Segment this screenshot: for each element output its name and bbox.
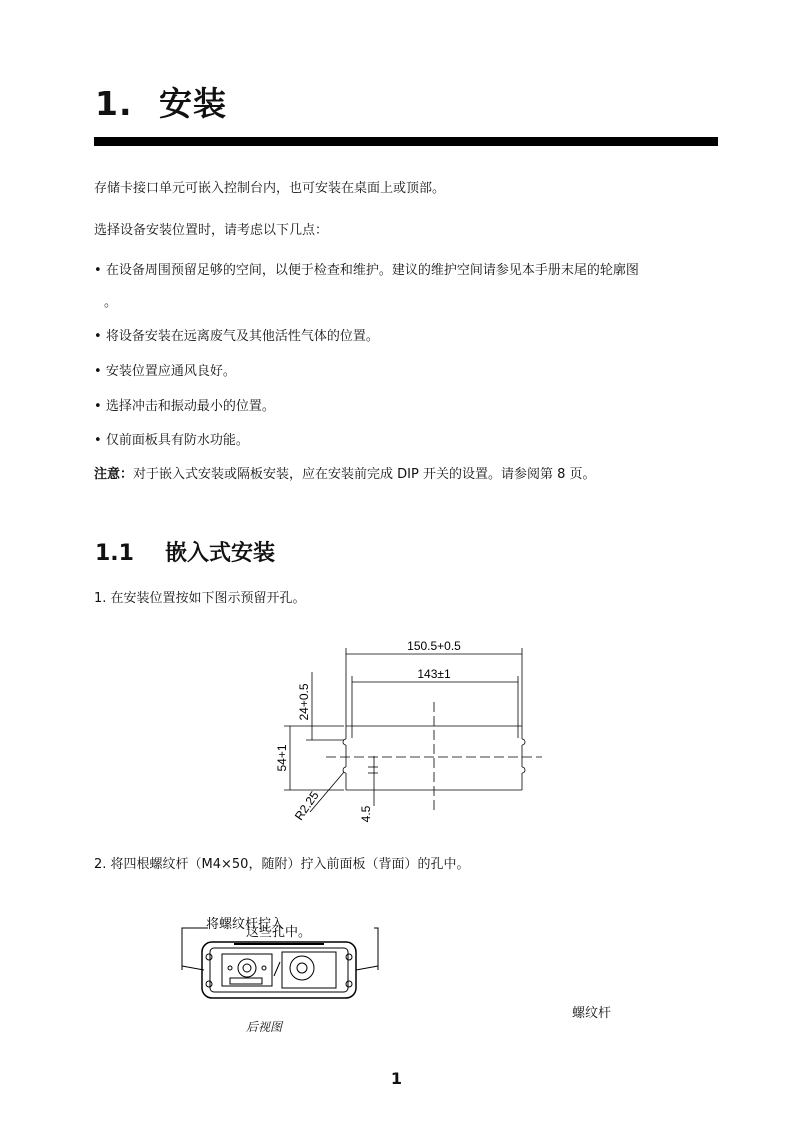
heading-rule xyxy=(94,137,718,146)
hole-label: 4.5 xyxy=(359,805,373,823)
screw-hole xyxy=(346,954,352,960)
inner-width-label: 143±1 xyxy=(417,667,451,681)
gland-icon xyxy=(290,956,314,980)
screw-hole xyxy=(346,981,352,987)
step-1-text: 1. 在安装位置按如下图示预留开孔。 xyxy=(94,591,306,606)
bullet-item: • 将设备安装在远离废气及其他活性气体的位置。 xyxy=(94,328,379,346)
cutout-diagram xyxy=(262,636,552,836)
page-number: 1 xyxy=(390,1069,403,1088)
screw-hole xyxy=(206,981,212,987)
note-text: 对于嵌入式安装或隔板安装，应在安装前完成 DIP 开关的设置。请参阅第 8 页。 xyxy=(133,467,596,482)
chapter-heading xyxy=(95,78,227,125)
section-number: 1.1 xyxy=(95,541,134,566)
chapter-number: 1. xyxy=(95,84,133,123)
panel-outline xyxy=(202,942,356,998)
bullet-item: • 仅前面板具有防水功能。 xyxy=(94,432,249,450)
bullet-item: • 在设备周围预留足够的空间，以便于检查和维护。建议的维护空间请参见本手册末尾的轮廓图 xyxy=(94,262,639,280)
screw-hole xyxy=(206,954,212,960)
rear-view-caption: 后视图 xyxy=(246,1020,283,1034)
note-label: 注意： xyxy=(94,467,134,482)
section-title: 嵌入式安装 xyxy=(165,541,276,566)
step-2-text: 2. 将四根螺纹杆（M4×50，随附）拧入前面板（背面）的孔中。 xyxy=(94,857,470,872)
note xyxy=(94,466,596,484)
outer-width-label: 150.5+0.5 xyxy=(407,639,461,653)
section-heading xyxy=(95,536,275,567)
chapter-title: 安装 xyxy=(159,84,227,123)
connector-icon xyxy=(238,959,256,977)
intro-paragraph: 存储卡接口单元可嵌入控制台内，也可安装在桌面上或顶部。 xyxy=(94,181,446,196)
radius-leader xyxy=(310,772,344,812)
bullet-item: • 选择冲击和振动最小的位置。 xyxy=(94,398,275,416)
height-label: 54+1 xyxy=(275,744,289,772)
bullet-item: • 安装位置应通风良好。 xyxy=(94,363,236,381)
consider-paragraph: 选择设备安装位置时，请考虑以下几点： xyxy=(94,223,329,238)
top-offset-label: 24+0.5 xyxy=(297,683,311,721)
threaded-rod-label: 螺纹杆 xyxy=(572,1006,612,1021)
callout-line-1: 将螺纹杆拧入 xyxy=(206,916,285,931)
bullet-continuation: 。 xyxy=(104,295,118,310)
rear-panel-diagram xyxy=(178,912,388,1002)
radius-label: R2.25 xyxy=(291,788,322,823)
callout-line-2: 这些孔中。 xyxy=(246,924,312,939)
